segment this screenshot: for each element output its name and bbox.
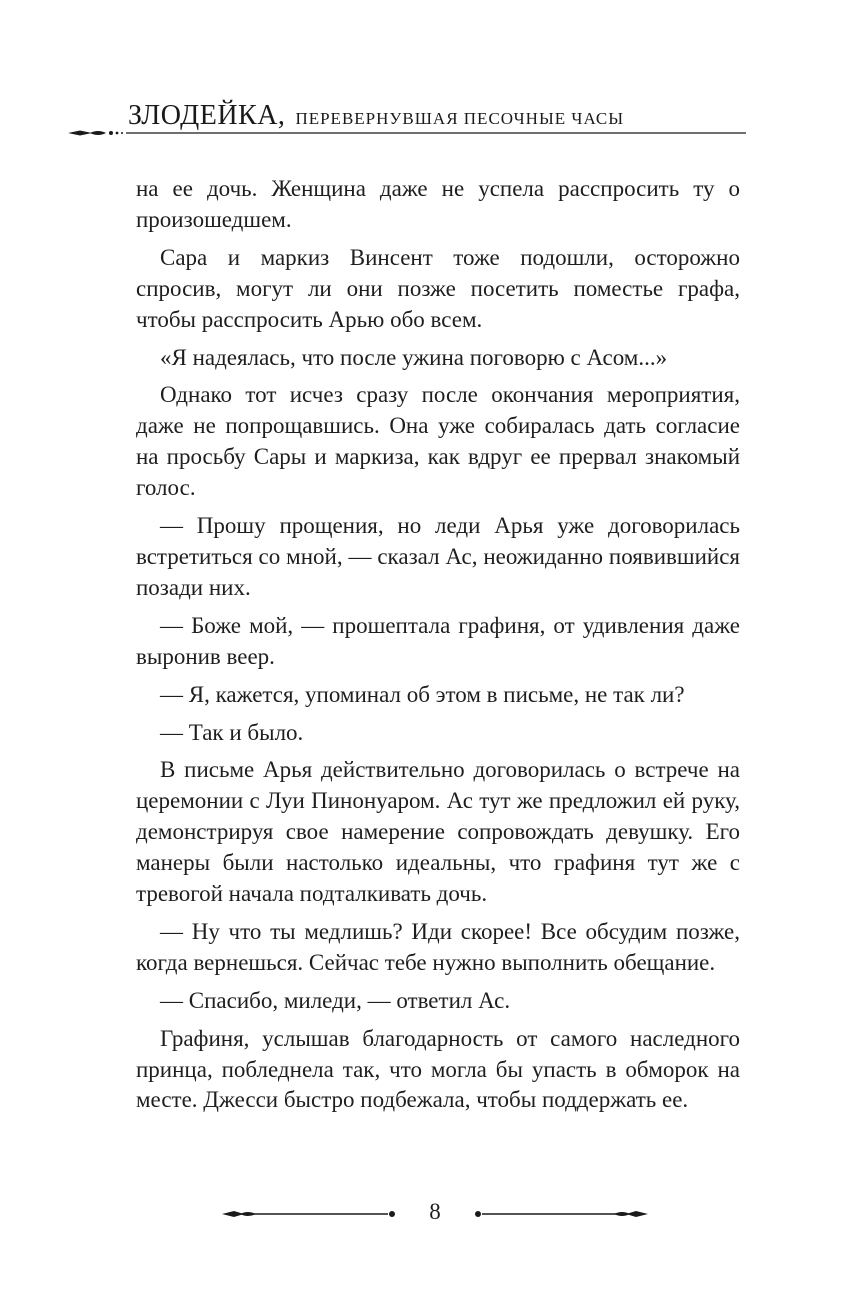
footer-ornament-right bbox=[470, 1198, 650, 1230]
paragraph: на ее дочь. Женщина даже не успела расспросить ту о произошедшем. bbox=[136, 176, 740, 232]
header-ornament-rule bbox=[66, 126, 746, 140]
page-body-text bbox=[136, 174, 740, 1123]
paragraph: — Так и было. bbox=[160, 719, 304, 745]
page-number: 8 bbox=[429, 1199, 441, 1224]
page-footer bbox=[220, 1198, 650, 1230]
paragraph: «Я надеялась, что после ужина поговорю с Асом...» bbox=[160, 344, 668, 370]
paragraph: В письме Арья действительно договорилась о встрече на церемонии с Луи Пинонуаром. Ас тут же предложил ей руку, демонстрируя свое намерение сопровождать девушку. Его манеры были настолько идеальны, что графиня тут же с тревогой начала подталкивать дочь. bbox=[136, 757, 740, 907]
paragraph: — Боже мой, — прошептала графиня, от удивления даже выронив веер. bbox=[136, 612, 740, 669]
paragraph: Сара и маркиз Винсент тоже подошли, осторожно спросив, могут ли они позже посетить поместье графа, чтобы расспросить Арью обо всем. bbox=[136, 244, 740, 332]
running-header bbox=[66, 92, 746, 152]
book-title-main: ЗЛОДЕЙКА, bbox=[128, 100, 286, 131]
paragraph: — Прошу прощения, но леди Арья уже договорилась встретиться со мной, — сказал Ас, неожиданно появившийся позади них. bbox=[136, 513, 740, 600]
paragraph: Графиня, услышав благодарность от самого наследного принца, побледнела так, что могла бы упасть в обморок на месте. Джесси быстро подбежала, чтобы поддержать ее. bbox=[136, 1025, 740, 1113]
paragraph: — Я, кажется, упоминал об этом в письме, не так ли? bbox=[160, 681, 685, 707]
paragraph: Однако тот исчез сразу после окончания мероприятия, даже не попрощавшись. Она уже собиралась дать согласие на просьбу Сары и маркиза, как вдруг ее прервал знакомый голос. bbox=[136, 382, 740, 501]
paragraph: — Спасибо, миледи, — ответил Ас. bbox=[160, 987, 511, 1013]
footer-ornament-left bbox=[220, 1198, 400, 1230]
paragraph: — Ну что ты медлишь? Иди скорее! Все обсудим позже, когда вернешься. Сейчас тебе нужно выполнить обещание. bbox=[136, 918, 740, 975]
book-title-subtitle: ПЕРЕВЕРНУВШАЯ ПЕСОЧНЫЕ ЧАСЫ bbox=[295, 109, 625, 128]
